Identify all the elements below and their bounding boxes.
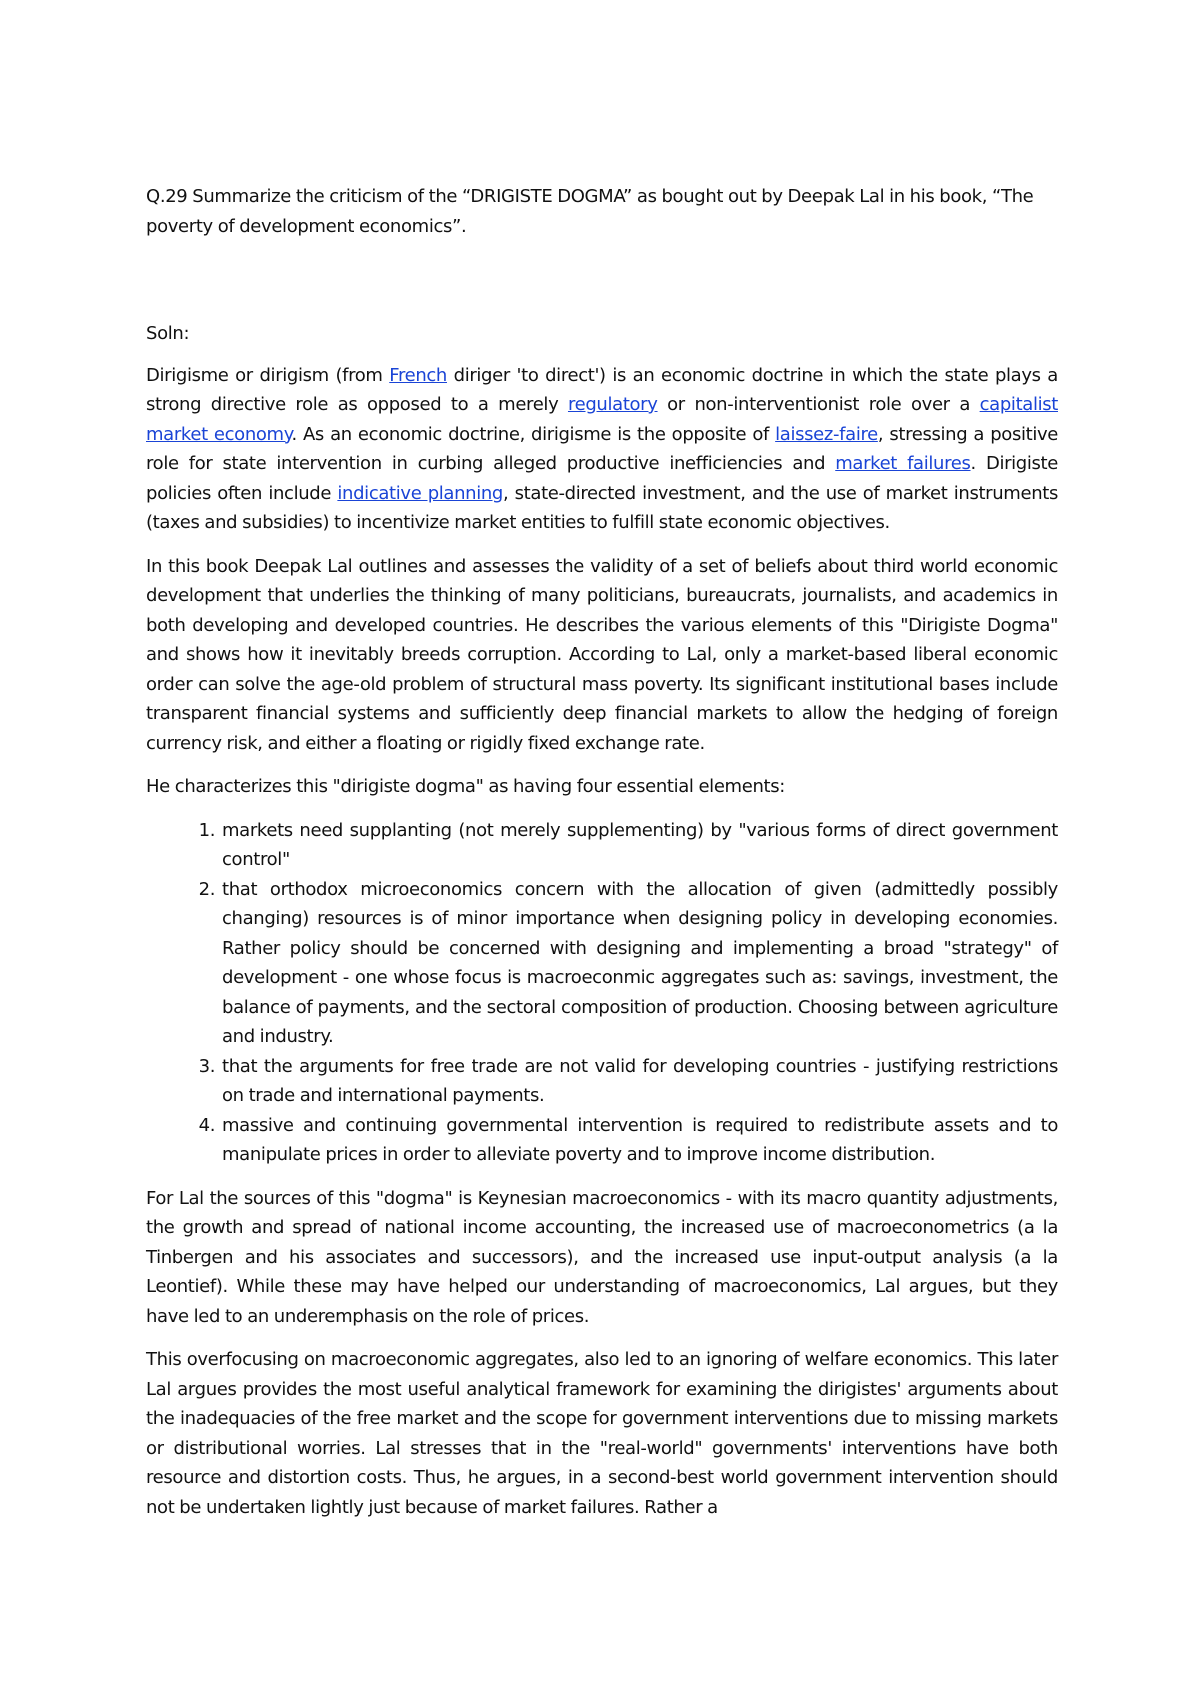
document-page bbox=[146, 182, 1058, 1522]
list-item: 3. that the arguments for free trade are not valid for developing countries - justifying restrictions on trade and international payments. bbox=[220, 1052, 1058, 1111]
list-item: 1. markets need supplanting (not merely supplementing) by "various forms of direct government control" bbox=[220, 816, 1058, 875]
text-fragment: , state-directed investment, and the use of market instruments (taxes and subsidies) to incentivize market entities to fulfill state economic objectives. bbox=[146, 482, 1058, 533]
text-fragment: , stressing a positive role for state intervention in curbing alleged productive inefficiencies and bbox=[146, 423, 1059, 474]
paragraph-welfare-economics: This overfocusing on macroeconomic aggregates, also led to an ignoring of welfare economics. This later Lal argues provides the most useful analytical framework for examining the dirigistes' arguments about the inadequacies of the free market and the scope for government interventions due to missing markets or distributional worries. Lal stresses that in the "real-world" governments' interventions have both resource and distortion costs. Thus, he argues, in a second-best world government intervention should not be undertaken lightly just because of market failures. Rather a bbox=[146, 1349, 1058, 1518]
text-fragment: or non-interventionist role over a bbox=[657, 394, 980, 415]
text-fragment: . As an economic doctrine, dirigisme is the opposite of bbox=[291, 423, 776, 445]
question-number: Q.29 bbox=[146, 186, 188, 207]
text-fragment: diriger 'to direct') is an economic doctrine in which the state plays a strong directive role as opposed to a merely bbox=[146, 364, 1058, 415]
link-indicative-planning[interactable]: indicative planning bbox=[337, 482, 504, 504]
paragraph-book-outline: In this book Deepak Lal outlines and assesses the validity of a set of beliefs about third world economic development that underlies the thinking of many politicians, bureaucrats, journalists, and academics in both developing and developed countries. He describes the various elements of this "Dirigiste Dogma" and shows how it inevitably breeds corruption. According to Lal, only a market-based liberal economic order can solve the age-old problem of structural mass poverty. Its significant institutional bases include transparent financial systems and sufficiently deep financial markets to allow the hedging of foreign currency risk, and either a floating or rigidly fixed exchange rate. bbox=[146, 555, 1058, 754]
link-market-failures[interactable]: market failures bbox=[835, 453, 971, 474]
text-fragment: Dirigisme or dirigism (from bbox=[146, 364, 390, 386]
link-market-economy[interactable]: market economy bbox=[146, 423, 292, 445]
list-item: 4. massive and continuing governmental intervention is required to redistribute assets and to manipulate prices in order to alleviate poverty and to improve income distribution. bbox=[220, 1111, 1058, 1170]
question-text: Summarize the criticism of the “DRIGISTE DOGMA” as bought out by Deepak Lal in his book, “The poverty of development economics”. bbox=[146, 186, 1034, 237]
paragraph-dirigisme-definition bbox=[146, 361, 1058, 538]
solution-label: Soln: bbox=[146, 323, 190, 344]
text-fragment: . Dirigiste policies often include bbox=[146, 453, 1058, 504]
list-item: 2. that orthodox microeconomics concern with the allocation of given (admittedly possibly changing) resources is of minor importance when designing policy in developing economies. Rather policy should be concerned with designing and implementing a broad "strategy" of development - one whose focus is macroeconmic aggregates such as: savings, investment, the balance of payments, and the sectoral composition of production. Choosing between agriculture and industry. bbox=[220, 875, 1058, 1052]
link-capitalist[interactable]: capitalist bbox=[979, 394, 1058, 415]
question-heading bbox=[146, 182, 1058, 241]
paragraph-elements-intro: He characterizes this "dirigiste dogma" as having four essential elements: bbox=[146, 776, 785, 797]
link-regulatory[interactable]: regulatory bbox=[567, 394, 658, 415]
link-laissez-faire[interactable]: laissez-faire bbox=[775, 423, 878, 445]
essential-elements-list bbox=[146, 816, 1058, 1170]
link-french[interactable]: French bbox=[389, 364, 447, 386]
paragraph-keynesian-sources: For Lal the sources of this "dogma" is Keynesian macroeconomics - with its macro quantity adjustments, the growth and spread of national income accounting, the increased use of macroeconometrics (a la Tinbergen and his associates and successors), and the increased use input-output analysis (a la Leontief). While these may have helped our understanding of macroeconomics, Lal argues, but they have led to an underemphasis on the role of prices. bbox=[146, 1187, 1058, 1327]
